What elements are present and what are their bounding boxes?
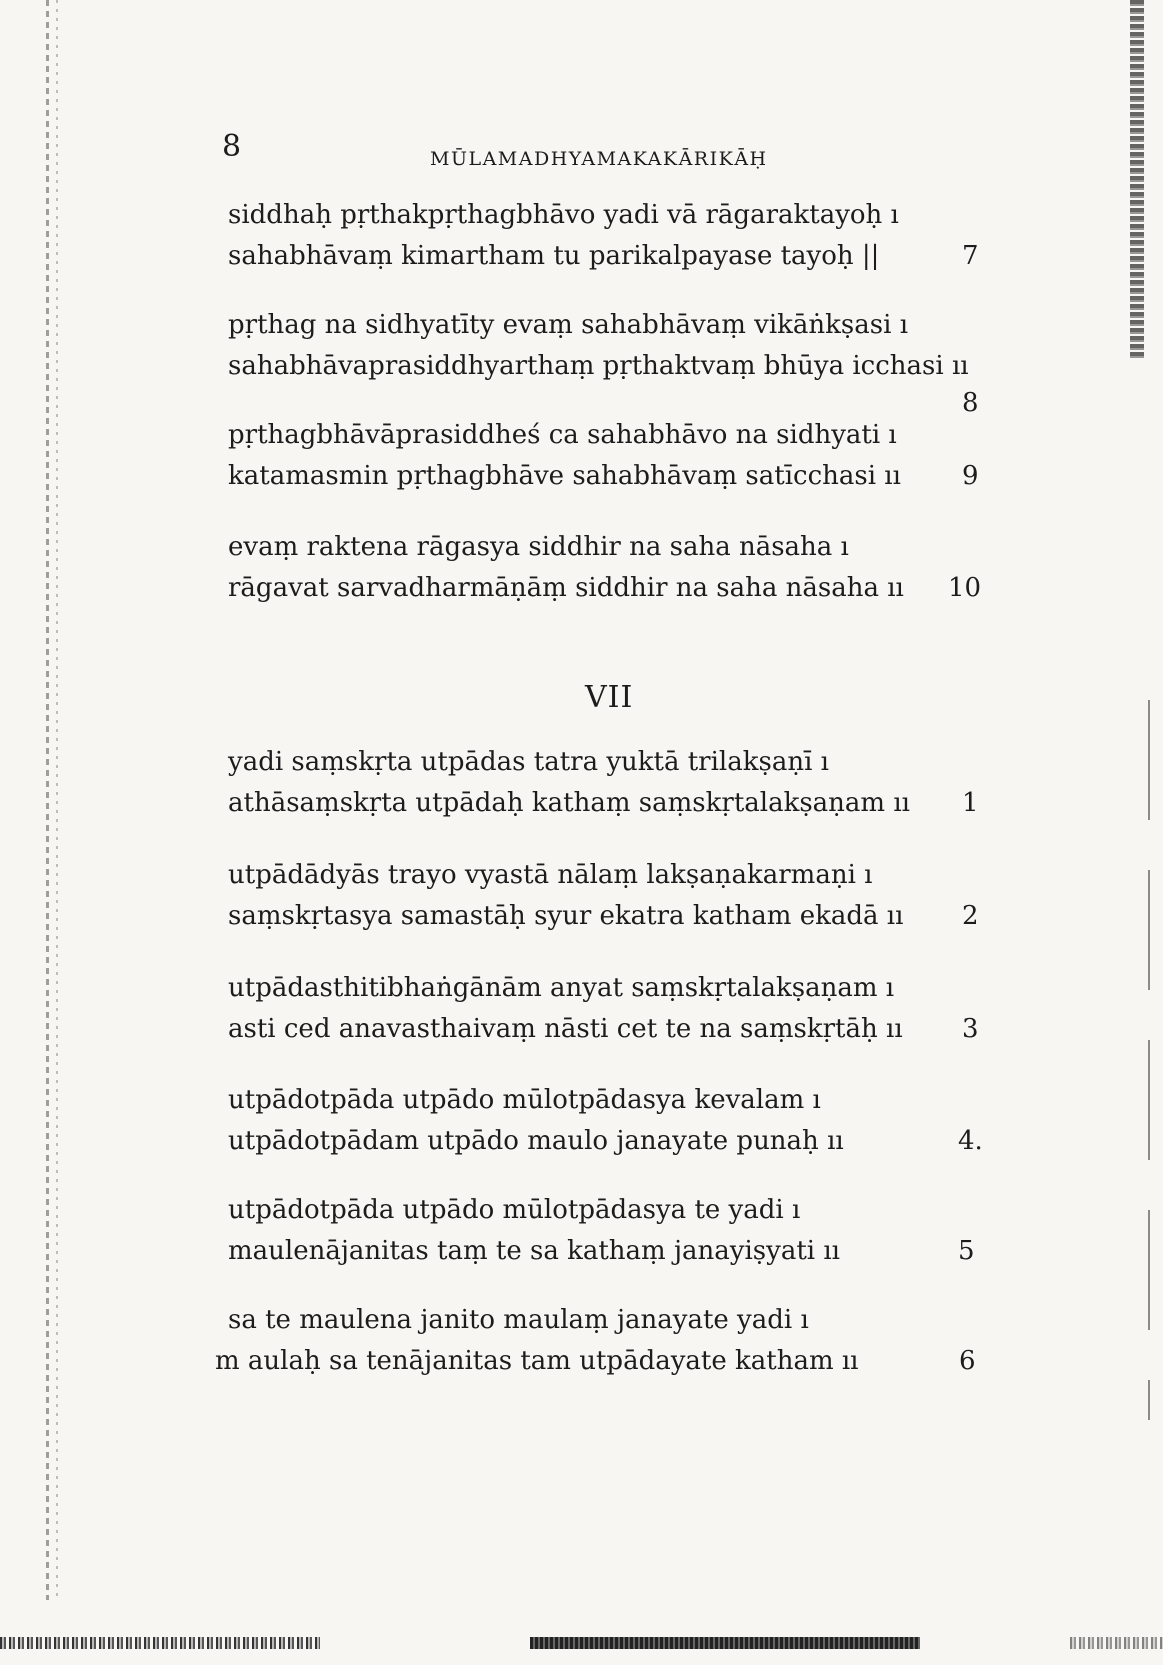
running-title: MŪLAMADHYAMAKAKĀRIKĀḤ [430, 148, 768, 170]
page-number: 8 [222, 129, 242, 164]
verse-6-7 [228, 195, 1018, 277]
verse-line: asti ced anavasthaivaṃ nāsti cet te na saṃskṛtāḥ ıı [228, 1014, 903, 1044]
verse-line: utpādādyās trayo vyastā nālaṃ lakṣaṇakarmaṇi ı [228, 860, 873, 890]
scan-bottom-strip [530, 1637, 920, 1649]
verse-line: katamasmin pṛthagbhāve sahabhāvaṃ satīcchasi ıı [228, 461, 901, 491]
verse-line: sahabhāvaprasiddhyarthaṃ pṛthaktvaṃ bhūya icchasi ıı [228, 351, 969, 381]
verse-7-2 [228, 855, 1018, 937]
verse-line: utpādotpāda utpādo mūlotpādasya te yadi ı [228, 1195, 801, 1225]
verse-line: rāgavat sarvadharmāṇāṃ siddhir na saha nāsaha ıı [228, 573, 904, 603]
verse-number: 8 [962, 388, 979, 418]
verse-number: 10 [948, 573, 982, 603]
verse-number: 7 [962, 241, 979, 271]
verse-line: utpādasthitibhaṅgānām anyat saṃskṛtalakṣaṇam ı [228, 973, 895, 1003]
verse-line: saṃskṛtasya samastāḥ syur ekatra katham ekadā ıı [228, 901, 904, 931]
scan-edge-left [46, 0, 49, 1600]
verse-number: 5 [958, 1236, 975, 1266]
verse-line: utpādotpādam utpādo maulo janayate punaḥ ıı [228, 1126, 844, 1156]
verse-number: 6 [959, 1346, 976, 1376]
verse-7-4 [228, 1080, 1018, 1162]
verse-line: maulenājanitas taṃ te sa kathaṃ janayiṣyati ıı [228, 1236, 840, 1266]
verse-7-5 [228, 1190, 1018, 1272]
verse-number: 3 [962, 1014, 979, 1044]
verse-7-1 [228, 742, 1018, 824]
verse-line: utpādotpāda utpādo mūlotpādasya kevalam ı [228, 1085, 821, 1115]
verse-7-6 [215, 1300, 1005, 1382]
chapter-heading: VII [585, 680, 634, 715]
verse-number: 1 [962, 788, 979, 818]
scan-edge-right [1130, 0, 1144, 360]
verse-number: 4. [958, 1126, 983, 1156]
scan-bottom-strip [1070, 1637, 1163, 1649]
verse-line: evaṃ raktena rāgasya siddhir na saha nāsaha ı [228, 532, 849, 562]
verse-line: sahabhāvaṃ kimartham tu parikalpayase tayoḥ || [228, 241, 880, 271]
verse-line: pṛthagbhāvāprasiddheś ca sahabhāvo na sidhyati ı [228, 420, 897, 450]
verse-number: 2 [962, 901, 979, 931]
verse-6-9 [228, 415, 1018, 497]
verse-line: siddhaḥ pṛthakpṛthagbhāvo yadi vā rāgaraktayoḥ ı [228, 200, 899, 230]
verse-line: sa te maulena janito maulaṃ janayate yadi ı [228, 1305, 809, 1335]
verse-line: yadi saṃskṛta utpādas tatra yuktā trilakṣaṇī ı [228, 747, 829, 777]
verse-line: athāsaṃskṛta utpādaḥ kathaṃ saṃskṛtalakṣaṇam ıı [228, 788, 910, 818]
verse-number: 9 [962, 461, 979, 491]
verse-6-10 [228, 527, 1018, 609]
verse-line: pṛthag na sidhyatīty evaṃ sahabhāvaṃ vikāṅkṣasi ı [228, 310, 909, 340]
verse-line: m aulaḥ sa tenājanitas tam utpādayate katham ıı [215, 1346, 859, 1376]
verse-7-3 [228, 968, 1018, 1050]
scan-bottom-strip [0, 1637, 320, 1649]
scan-edge-left-inner [56, 0, 58, 1600]
verse-6-8 [228, 305, 1018, 418]
scan-edge-right-lower [1148, 700, 1150, 1420]
